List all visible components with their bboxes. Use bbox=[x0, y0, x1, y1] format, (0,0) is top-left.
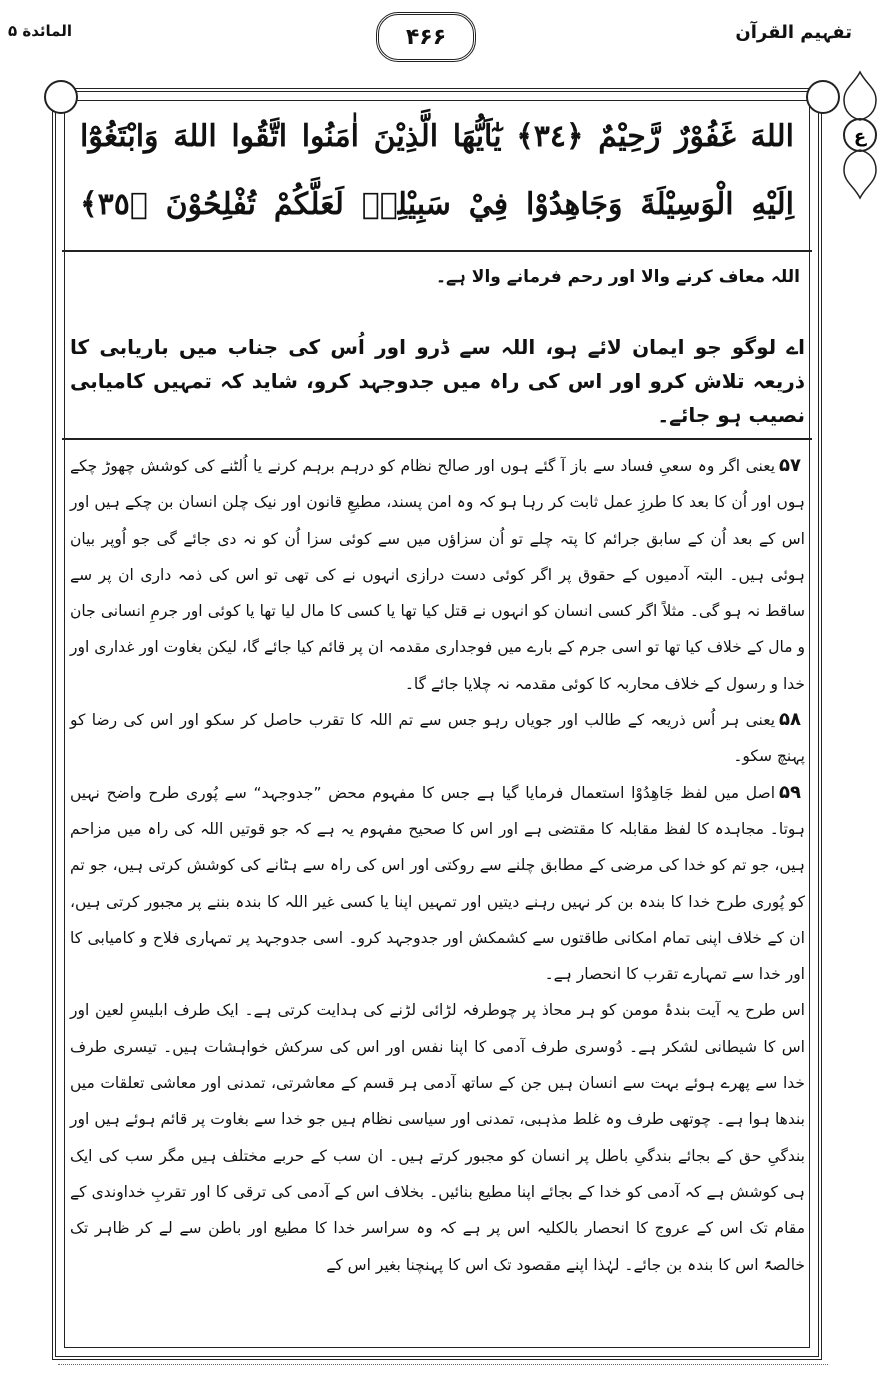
surah-name-header: المائدة ۵ bbox=[8, 22, 72, 40]
footnote-59-continued bbox=[70, 992, 805, 1282]
arabic-line: اللهَ غَفُوْرٌ رَّحِيْمٌ ﴿٣٤﴾ يٰٓاَيُّهَا الَّذِيْنَ اٰمَنُوا اتَّقُوا اللهَ وَابْتَغُوْٓا bbox=[80, 119, 794, 154]
footnote-text: یعنی ہر اُس ذریعہ کے طالب اور جویاں رہو جس سے تم اللہ کا تقرب حاصل کر سکو اور اس کی رضا کو پہنچ سکو۔ bbox=[70, 711, 805, 766]
arabic-line: اِلَيْهِ الْوَسِيْلَةَ وَجَاهِدُوْا فِيْ سَبِيْلِهٖ لَعَلَّكُمْ تُفْلِحُوْنَ ﴿٣٥﴾ bbox=[80, 187, 794, 222]
ruku-mark: ع bbox=[853, 126, 867, 147]
arabic-verse-box bbox=[62, 100, 812, 252]
page-number: ۴۶۶ bbox=[376, 12, 476, 62]
book-title: تفہیم القرآن bbox=[735, 22, 852, 43]
footnote-text: یعنی اگر وہ سعیِ فساد سے باز آ گئے ہوں اور صالح نظام کو درہم برہم کرنے یا اُلٹنے کی کوشش چھوڑ چکے ہوں اور اُن کا بعد کا طرزِ عمل ثابت کر رہا ہو کہ وہ امن پسند، مطیعِ قانون اور نیک چلن انسان بن چکے ہیں اور اس کے بعد اُن کے سابق جرائم کا پتہ چلے تو اُن سزاؤں میں سے کوئی سزا اُن کو نہ دی جائے گی جو اُوپر بیان ہوئی ہیں۔ البتہ آدمیوں کے حقوق پر اگر کوئی دست درازی انہوں نے کی تھی تو اس کی ذمہ داری ان پر سے ساقط نہ ہو گی۔ مثلاً اگر کسی انسان کو انہوں نے قتل کیا تھا یا کسی کا مال لیا تھا یا کوئی اور جرمِ انسانی جان و مال کے خلاف کیا تھا تو اسی جرم کے بارے میں فوجداری مقدمہ ان پر قائم کیا جائے گا، لیکن بغاوت اور غداری اور خدا و رسول کے خلاف محاربہ کا کوئی مقدمہ نہ چلایا جائے گا۔ bbox=[70, 457, 805, 693]
footnote-57 bbox=[70, 448, 805, 702]
footnote-59 bbox=[70, 775, 805, 993]
translation-paragraph: اے لوگو جو ایمان لائے ہو، اللہ سے ڈرو اور اُس کی جناب میں باریابی کا ذریعہ تلاش کرو اور اس کی راہ میں جدوجہد کرو، شاید کہ تمہیں کامیابی نصیب ہو جائے۔ bbox=[70, 335, 805, 427]
footnote-number: ۵۷ bbox=[779, 455, 801, 476]
footnote-58 bbox=[70, 702, 805, 775]
footnote-number: ۵۹ bbox=[779, 781, 801, 803]
footer-rule bbox=[58, 1364, 828, 1373]
section-divider bbox=[62, 438, 812, 440]
footnote-text: اصل میں لفظ جَاهِدُوْا استعمال فرمایا گیا ہے جس کا مفہوم محض ”جدوجہد“ سے پُوری طرح واضح نہیں ہوتا۔ مجاہدہ کا لفظ مقابلہ کا مقتضی ہے اور اس کا صحیح مفہوم یہ ہے کہ جو قوتیں اللہ کی راہ میں مزاحم ہیں، جو تم کو خدا کی مرضی کے مطابق چلنے سے روکتی اور اس کی راہ سے ہٹانے کی کوشش کرتی ہیں، جو تم کو پُوری طرح خدا کا بندہ بن کر نہیں رہنے دیتیں اور تمہیں اپنا یا کسی غیر اللہ کا بندہ بننے پر مجبور کرتی ہیں، ان کے خلاف اپنی تمام امکانی طاقتوں سے کشمکش اور جدوجہد کرو۔ اسی جدوجہد پر تمہاری فلاح و کامیابی کا اور خدا سے تمہارے تقرب کا انحصار ہے۔ bbox=[70, 783, 805, 984]
commentary-notes bbox=[70, 448, 805, 1283]
translation-line: اللہ معاف کرنے والا اور رحم فرمانے والا ہے۔ bbox=[435, 267, 800, 287]
footnote-text: اس طرح یہ آیت بندۂ مومن کو ہر محاذ پر چوطرفہ لڑائی لڑنے کی ہدایت کرتی ہے۔ ایک طرف ابلیسِ لعین اور اس کا شیطانی لشکر ہے۔ دُوسری طرف آدمی کا اپنا نفس اور اس کی سرکش خواہشات ہیں۔ تیسری طرف خدا سے پھرے ہوئے بہت سے انسان ہیں جن کے ساتھ آدمی ہر قسم کے معاشرتی، تمدنی اور معاشی تعلقات میں بندھا ہوا ہے۔ چوتھی طرف وہ غلط مذہبی، تمدنی اور سیاسی نظام ہیں جو خدا سے بغاوت پر قائم ہوئے ہیں اور بندگیِ حق کے بجائے بندگیِ باطل پر انسان کو مجبور کرتے ہیں۔ ان سب کے حربے مختلف ہیں مگر سب کی ایک ہی کوشش ہے کہ آدمی کو خدا کے بجائے اپنا مطیع بنائیں۔ بخلاف اس کے آدمی کی ترقی کا اور تقربِ خداوندی کے مقام تک اس کے عروج کا انحصار بالکلیہ اس پر ہے کہ وہ سراسر خدا کا مطیع اور باطن سے لے کر ظاہر تک خالصۃً اس کا بندہ بن جائے۔ لہٰذا اپنے مقصود تک اس کا پہنچنا بغیر اس کے bbox=[70, 1001, 805, 1274]
ruku-ornament-icon bbox=[840, 70, 880, 200]
footnote-number: ۵۸ bbox=[779, 709, 801, 731]
